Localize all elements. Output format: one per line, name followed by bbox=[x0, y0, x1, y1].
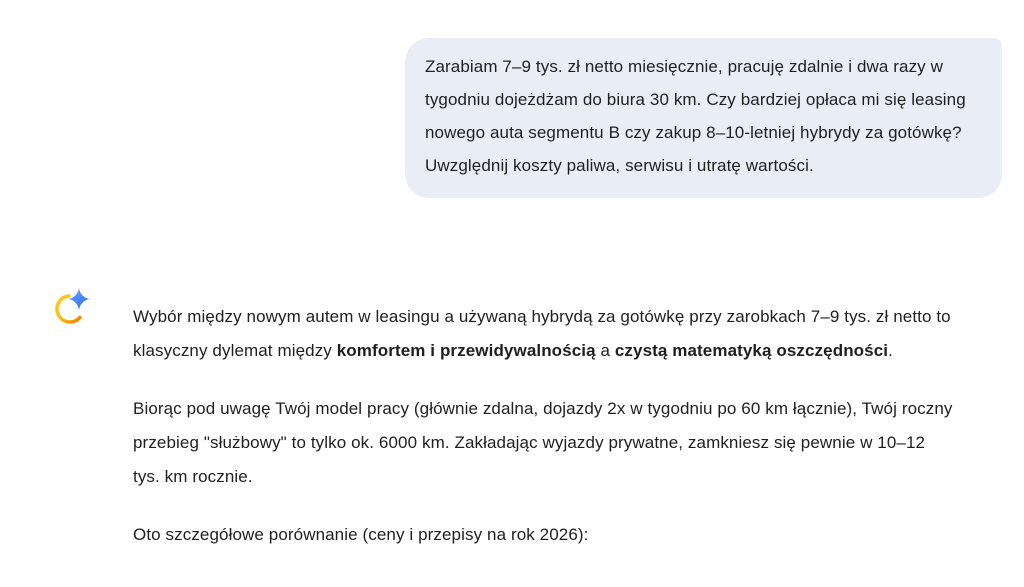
response-paragraph-2: Biorąc pod uwagę Twój model pracy (głównie zdalna, dojazdy 2x w tygodniu po 60 km łącznie), Twój roczny przebieg "służbowy" to tylko ok. 6000 km. Zakładając wyjazdy prywatne, zamkniesz się pewnie w 10–12 tys. km rocznie. bbox=[133, 399, 953, 486]
model-response-row bbox=[55, 286, 955, 552]
gemini-sparkle-icon bbox=[55, 286, 93, 328]
response-bold-segment: czystą matematyką oszczędności bbox=[614, 341, 889, 360]
user-message-bubble bbox=[405, 38, 1002, 198]
response-text-segment: Wybór między nowym autem w leasingu a używaną hybrydą za gotówkę przy zarobkach 7–9 tys. zł netto to klasyczny dylemat między bbox=[133, 307, 951, 360]
response-text-segment: . bbox=[888, 341, 893, 360]
response-paragraph-1 bbox=[133, 300, 955, 368]
response-paragraph-3: Oto szczegółowe porównanie (ceny i przepisy na rok 2026): bbox=[133, 525, 589, 544]
model-response-text bbox=[133, 286, 955, 552]
response-text-segment: a bbox=[595, 341, 615, 360]
response-bold-segment: komfortem i przewidywalnością bbox=[336, 341, 596, 360]
user-message-text: Zarabiam 7–9 tys. zł netto miesięcznie, pracuję zdalnie i dwa razy w tygodniu dojeżdżam do biura 30 km. Czy bardziej opłaca mi się leasing nowego auta segmentu B czy zakup 8–10-letniej hybrydy za gotówkę? Uwzględnij koszty paliwa, serwisu i utratę wartości. bbox=[425, 57, 966, 175]
